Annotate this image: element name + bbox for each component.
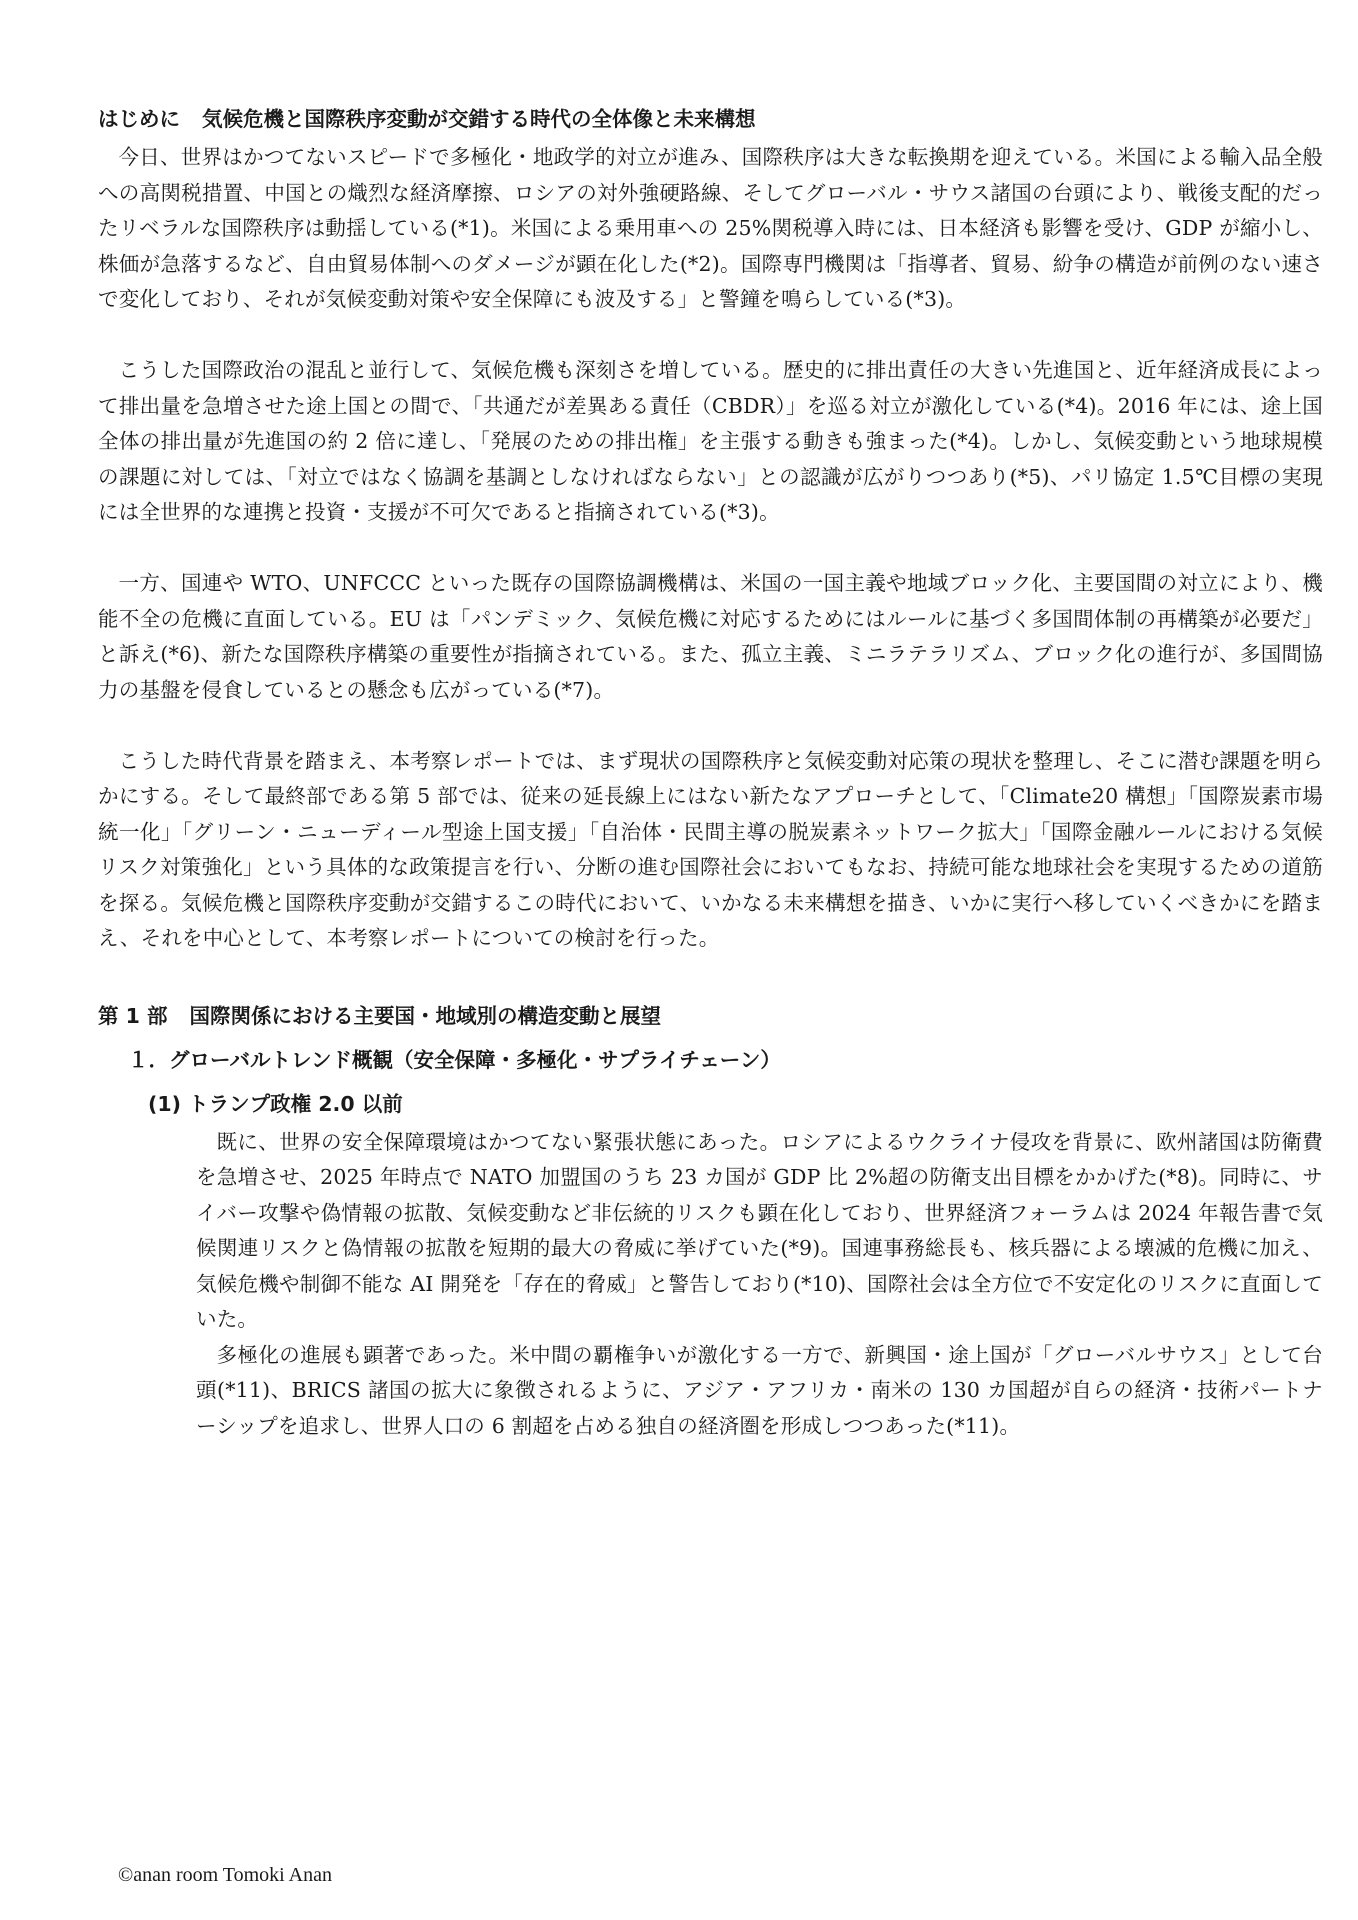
intro-heading-label: はじめに	[98, 107, 180, 131]
part1-heading	[98, 1001, 1323, 1031]
document-content	[98, 104, 1323, 1444]
intro-paragraph-4: こうした時代背景を踏まえ、本考察レポートでは、まず現状の国際秩序と気候変動対応策の現状を整理し、そこに潜む課題を明らかにする。そして最終部である第 5 部では、従来の延長線上にはない新たなアプローチとして、「Climate20 構想」「国際炭素市場統一化」「グリーン・ニューディール型途上国支援」「自治体・民間主導の脱炭素ネットワーク拡大」「国際金融ルールにおける気候リスク対策強化」という具体的な政策提言を行い、分断の進む国際社会においてもなお、持続可能な地球社会を実現するための道筋を探る。気候危機と国際秩序変動が交錯するこの時代において、いかなる未来構想を描き、いかに実行へ移していくべきかにを踏まえ、それを中心として、本考察レポートについての検討を行った。	[98, 748, 1323, 950]
part1-label: 第 1 部	[98, 1003, 168, 1028]
intro-paragraph-3: 一方、国連や WTO、UNFCCC といった既存の国際協調機構は、米国の一国主義や地域ブロック化、主要国間の対立により、機能不全の危機に直面している。EU は「パンデミック、気候危機に対応するためにはルールに基づく多国間体制の再構築が必要だ」と訴え(*6)、新たな国際秩序構築の重要性が指摘されている。また、孤立主義、ミニラテラリズム、ブロック化の進行が、多国間協力の基盤を侵食しているとの懸念も広がっている(*7)。	[98, 571, 1323, 702]
intro-heading-title: 気候危機と国際秩序変動が交錯する時代の全体像と未来構想	[202, 107, 756, 131]
subsection1-body	[196, 1125, 1323, 1445]
section1-heading: １．グローバルトレンド概観（安全保障・多極化・サプライチェーン）	[128, 1047, 781, 1072]
intro-heading	[98, 104, 1323, 134]
part1-title: 国際関係における主要国・地域別の構造変動と展望	[189, 1003, 662, 1028]
intro-paragraph-2: こうした国際政治の混乱と並行して、気候危機も深刻さを増している。歴史的に排出責任の大きい先進国と、近年経済成長によって排出量を急増させた途上国との間で、「共通だが差異ある責任（CBDR）」を巡る対立が激化している(*4)。2016 年には、途上国全体の排出量が先進国の約 2 倍に達し、「発展のための排出権」を主張する動きも強まった(*4)。しかし、気候変動という地球規模の課題に対しては、「対立ではなく協調を基調としなければならない」との認識が広がりつつあり(*5)、パリ協定 1.5℃目標の実現には全世界的な連携と投資・支援が不可欠であると指摘されている(*3)。	[98, 358, 1323, 524]
copyright-footer: ©anan room Tomoki Anan	[118, 1864, 332, 1886]
subsection1-heading: (1) トランプ政権 2.0 以前	[148, 1091, 403, 1116]
intro-paragraph-1: 今日、世界はかつてないスピードで多極化・地政学的対立が進み、国際秩序は大きな転換期を迎えている。米国による輸入品全般への高関税措置、中国との熾烈な経済摩擦、ロシアの対外強硬路線、そしてグローバル・サウス諸国の台頭により、戦後支配的だったリベラルな国際秩序は動揺している(*1)。米国による乗用車への 25%関税導入時には、日本経済も影響を受け、GDP が縮小し、株価が急落するなど、自由貿易体制へのダメージが顕在化した(*2)。国際専門機関は「指導者、貿易、紛争の構造が前例のない速さで変化しており、それが気候変動対策や安全保障にも波及する」と警鐘を鳴らしている(*3)。	[98, 145, 1323, 311]
subsection1-paragraph-1: 既に、世界の安全保障環境はかつてない緊張状態にあった。ロシアによるウクライナ侵攻を背景に、欧州諸国は防衛費を急増させ、2025 年時点で NATO 加盟国のうち 23 カ国が GDP 比 2%超の防衛支出目標をかかげた(*8)。同時に、サイバー攻撃や偽情報の拡散、気候変動など非伝統的リスクも顕在化しており、世界経済フォーラムは 2024 年報告書で気候関連リスクと偽情報の拡散を短期的最大の脅威に挙げていた(*9)。国連事務総長も、核兵器による壊滅的危機に加え、気候危機や制御不能な AI 開発を「存在的脅威」と警告しており(*10)、国際社会は全方位で不安定化のリスクに直面していた。	[196, 1129, 1323, 1331]
subsection1-paragraph-2: 多極化の進展も顕著であった。米中間の覇権争いが激化する一方で、新興国・途上国が「グローバルサウス」として台頭(*11)、BRICS 諸国の拡大に象徴されるように、アジア・アフリカ・南米の 130 カ国超が自らの経済・技術パートナーシップを追求し、世界人口の 6 割超を占める独自の経済圏を形成しつつあった(*11)。	[196, 1342, 1323, 1438]
intro-body	[98, 140, 1323, 957]
